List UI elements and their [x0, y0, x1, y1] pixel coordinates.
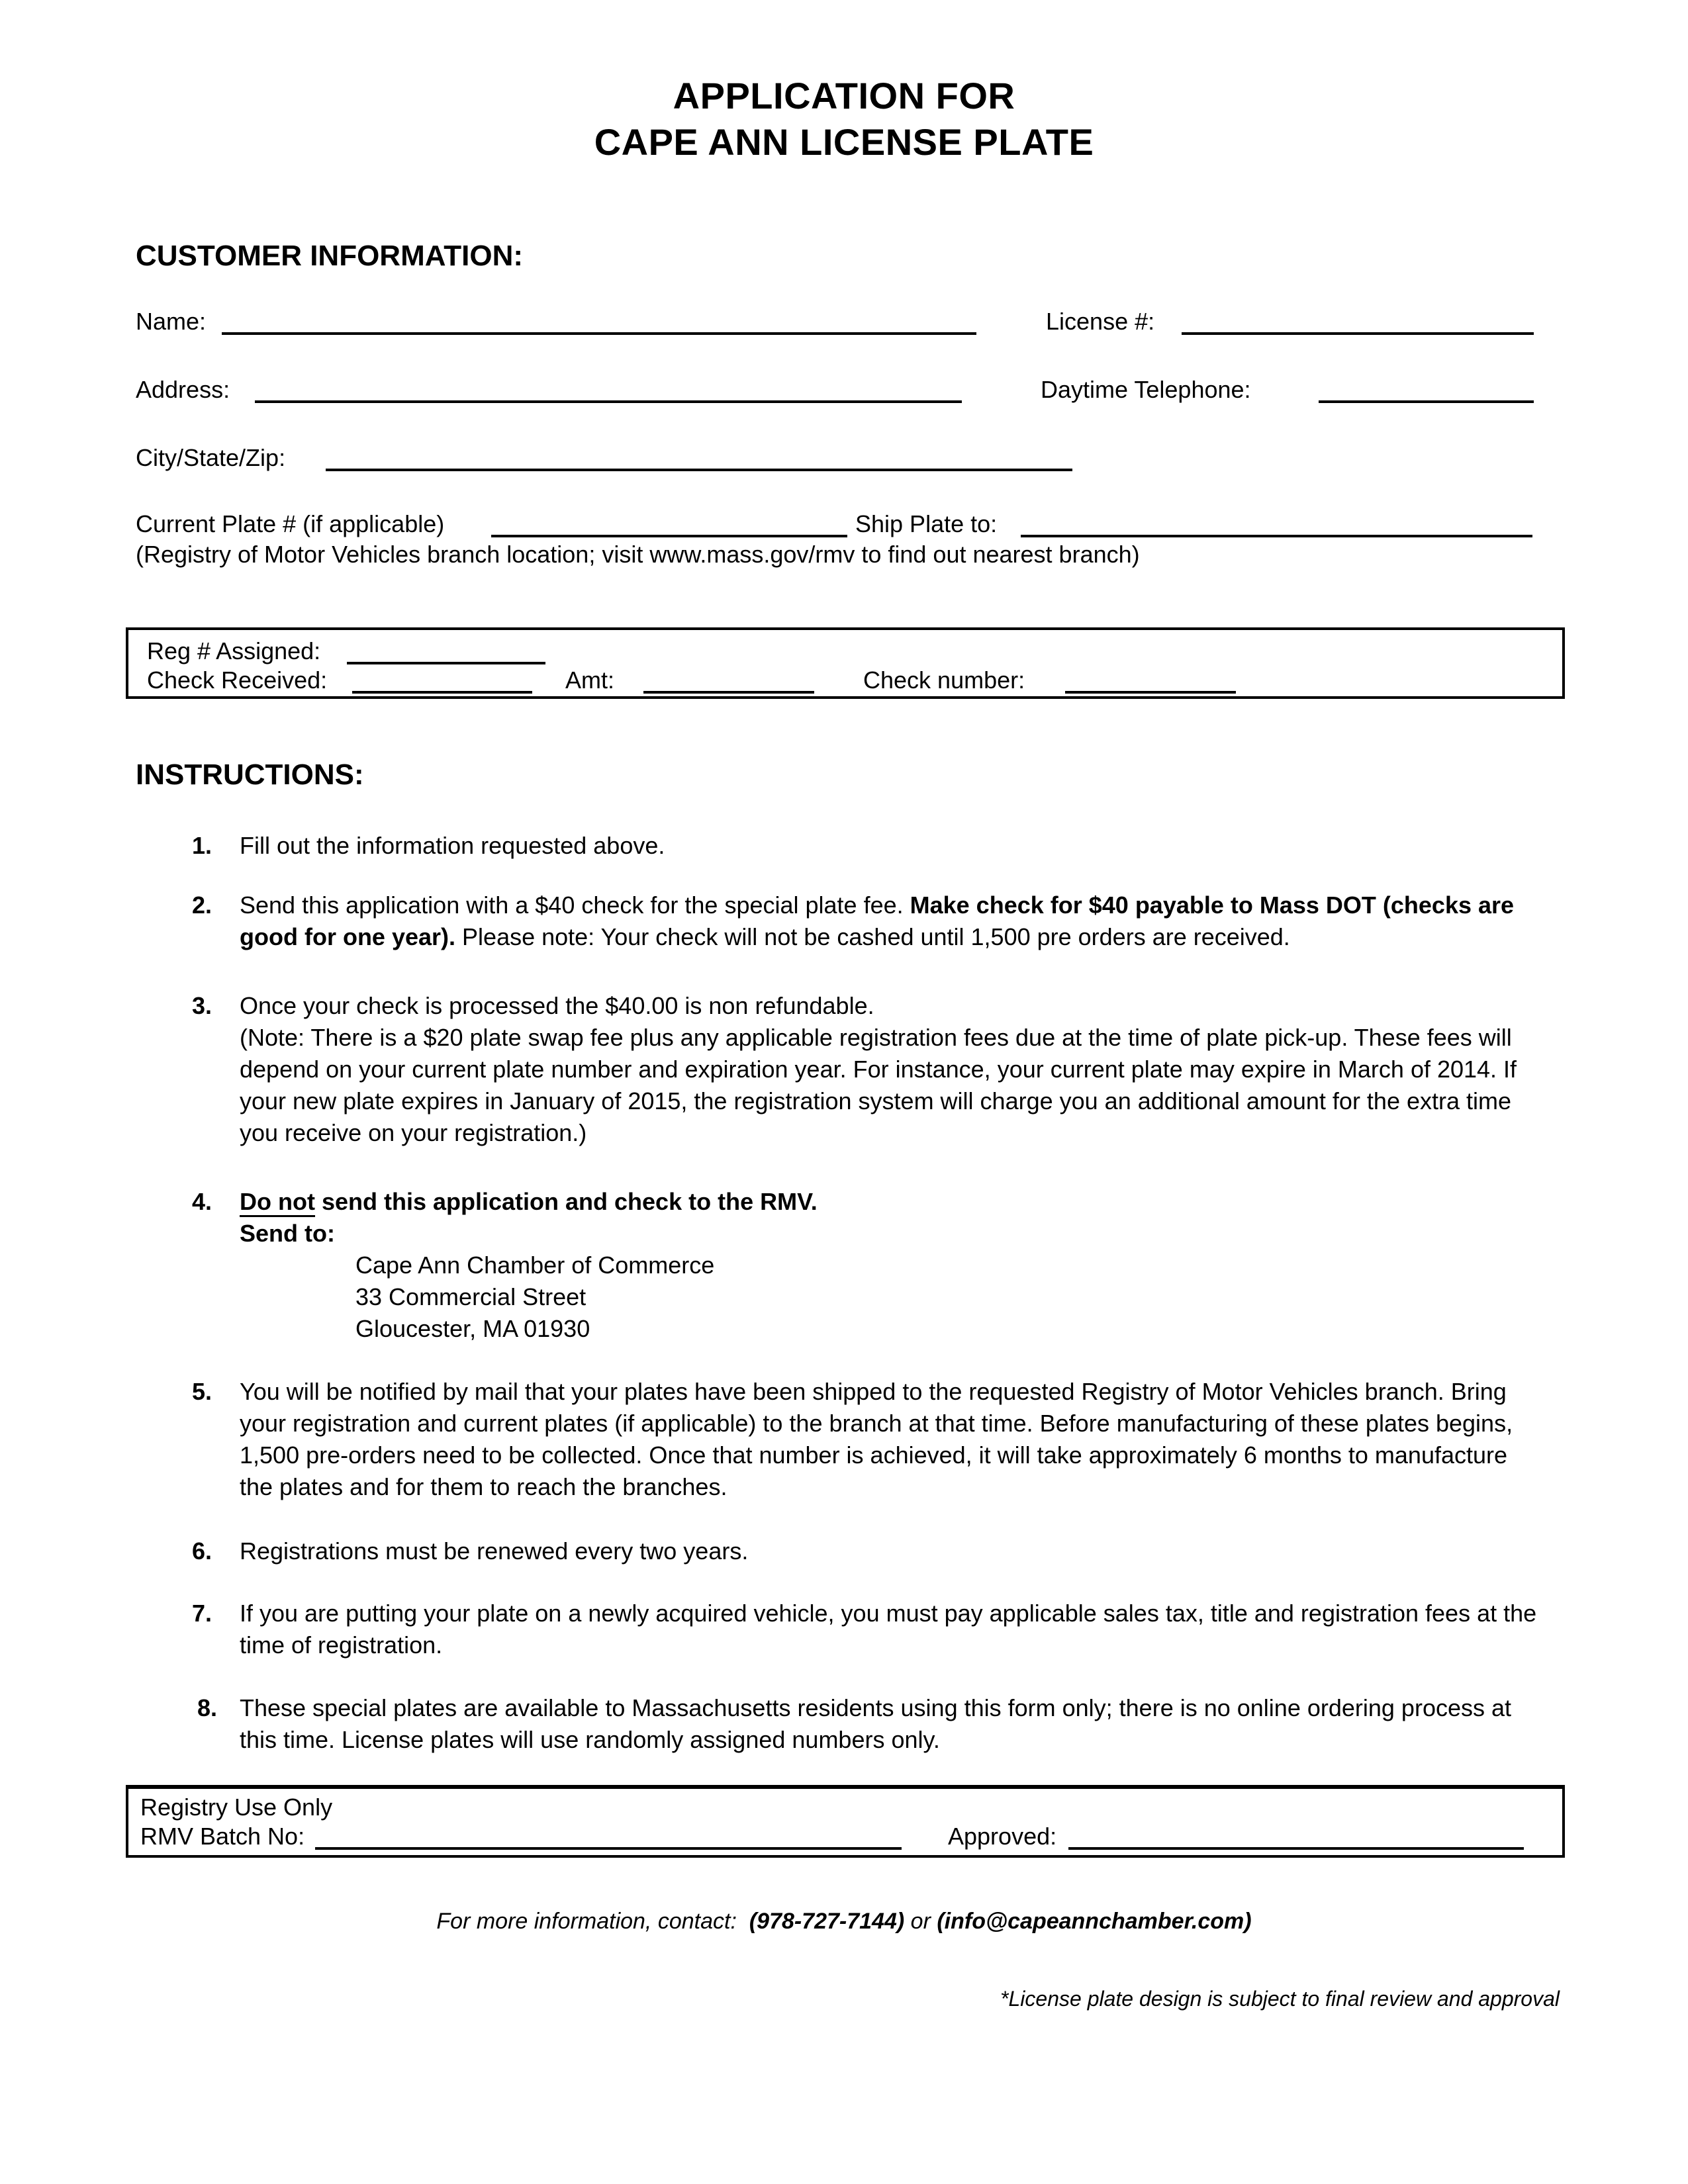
check-received-fill-line	[352, 664, 532, 694]
ship-plate-to-label: Ship Plate to:	[855, 510, 998, 537]
do-not-underlined-text: Do not	[240, 1188, 315, 1217]
daytime-telephone-label: Daytime Telephone:	[1041, 376, 1251, 403]
page-title	[0, 73, 1688, 165]
instruction-item-1	[192, 830, 1542, 862]
instruction-item-2-text	[240, 889, 1542, 953]
registry-branch-note: (Registry of Motor Vehicles branch location; visit www.mass.gov/rmv to find out nearest branch)	[136, 541, 1140, 568]
contact-prefix: For more information, contact:	[436, 1909, 737, 1934]
registry-use-only-title: Registry Use Only	[140, 1794, 333, 1821]
instruction-item-5-text: You will be notified by mail that your plates have been shipped to the requested Registry of Motor Vehicles branch. Bring your registration and current plates (if applicable) to the branch at that time. Before manufacturing of these plates begins, 1,500 pre-orders need to be collected. Once that number is achieved, it will take approximately 6 months to manufacture the plates and for them to reach the branches.	[240, 1378, 1513, 1500]
city-state-zip-fill-line	[326, 442, 1072, 471]
instruction-item-2-number: 2.	[192, 891, 212, 919]
daytime-telephone-fill-line	[1319, 374, 1534, 403]
instruction-item-3-line1: Once your check is processed the $40.00 is non refundable.	[240, 992, 874, 1019]
instruction-item-7	[192, 1598, 1542, 1661]
instruction-item-5-number: 5.	[192, 1378, 212, 1405]
check-number-label: Check number:	[863, 666, 1025, 694]
instruction-item-3-text	[240, 990, 1542, 1149]
reg-assigned-label: Reg # Assigned:	[147, 637, 321, 664]
instruction-item-1-number: 1.	[192, 832, 212, 859]
address-fill-line	[255, 374, 962, 403]
instruction-item-6-number: 6.	[192, 1537, 212, 1565]
address-label: Address:	[136, 376, 230, 403]
contact-phone: (978-727-7144)	[749, 1909, 905, 1934]
city-state-zip-label: City/State/Zip:	[136, 444, 286, 471]
instruction-item-1-text: Fill out the information requested above.	[240, 832, 665, 859]
instruction-item-2-text-normal-2: Please note: Your check will not be cashed until 1,500 pre orders are received.	[455, 923, 1290, 950]
approved-fill-line	[1068, 1821, 1524, 1850]
instruction-item-5	[192, 1376, 1542, 1503]
instructions-heading: INSTRUCTIONS:	[136, 758, 364, 791]
instruction-item-3-note: (Note: There is a $20 plate swap fee plus any applicable registration fees due at the time of plate pick-up. These fees will depend on your current plate number and expiration year. For instance, your current plate may expire in March of 2014. If your new plate expires in January of 2015, the registration system will charge you an additional amount for the extra time you receive on your registration.)	[240, 1024, 1517, 1146]
send-to-label: Send to:	[240, 1220, 335, 1247]
registry-use-only-box	[126, 1785, 1565, 1858]
contact-or: or	[910, 1909, 931, 1934]
instruction-item-7-text: If you are putting your plate on a newly acquired vehicle, you must pay applicable sales tax, title and registration fees at the time of registration.	[240, 1600, 1537, 1659]
page-title-line1: APPLICATION FOR	[673, 75, 1015, 116]
ship-plate-to-fill-line	[1021, 508, 1532, 537]
send-to-address-line1: Cape Ann Chamber of Commerce	[355, 1251, 715, 1279]
check-number-fill-line	[1065, 664, 1236, 694]
instruction-item-4-number: 4.	[192, 1188, 212, 1215]
current-plate-fill-line	[491, 508, 847, 537]
license-number-fill-line	[1182, 306, 1534, 335]
instruction-item-6	[192, 1535, 1542, 1567]
license-plate-design-footnote: *License plate design is subject to final review and approval	[1000, 1987, 1560, 2011]
contact-info-line	[0, 1909, 1688, 1934]
rmv-batch-no-fill-line	[315, 1821, 902, 1850]
instruction-item-6-text: Registrations must be renewed every two years.	[240, 1537, 749, 1565]
name-label: Name:	[136, 308, 207, 335]
instruction-item-4-line1	[240, 1186, 1542, 1218]
instruction-item-7-number: 7.	[192, 1600, 212, 1627]
instruction-item-4-line1-bold: send this application and check to the RMV.	[314, 1188, 818, 1215]
license-number-label: License #:	[1046, 308, 1155, 335]
rmv-batch-no-label: RMV Batch No:	[140, 1823, 305, 1850]
instruction-item-2	[192, 889, 1542, 953]
instruction-item-8	[192, 1692, 1542, 1756]
instruction-item-2-text-normal: Send this application with a $40 check for the special plate fee.	[240, 891, 910, 919]
instruction-item-3	[192, 990, 1542, 1149]
instruction-item-4-text	[240, 1186, 1542, 1345]
reg-assigned-fill-line	[347, 635, 545, 664]
instruction-item-4	[192, 1186, 1542, 1345]
contact-email: (info@capeannchamber.com)	[937, 1909, 1252, 1934]
instruction-item-8-number: 8.	[197, 1694, 218, 1721]
instruction-item-3-number: 3.	[192, 992, 212, 1019]
instruction-item-8-text: These special plates are available to Massachusetts residents using this form only; there is no online ordering process at this time. License plates will use randomly assigned numbers only.	[240, 1694, 1512, 1753]
send-to-address-line3: Gloucester, MA 01930	[355, 1315, 590, 1342]
name-fill-line	[222, 306, 976, 335]
instruction-item-2-text-bold: Make check for $40 payable to Mass DOT (checks are good for one year).	[240, 891, 1515, 950]
amt-label: Amt:	[565, 666, 615, 694]
check-received-label: Check Received:	[147, 666, 328, 694]
approved-label: Approved:	[948, 1823, 1057, 1850]
office-use-box	[126, 627, 1565, 699]
send-to-address-line2: 33 Commercial Street	[355, 1283, 586, 1310]
customer-information-heading: CUSTOMER INFORMATION:	[136, 240, 523, 272]
page-title-line2: CAPE ANN LICENSE PLATE	[594, 121, 1094, 163]
current-plate-label: Current Plate # (if applicable)	[136, 510, 445, 537]
amt-fill-line	[643, 664, 814, 694]
